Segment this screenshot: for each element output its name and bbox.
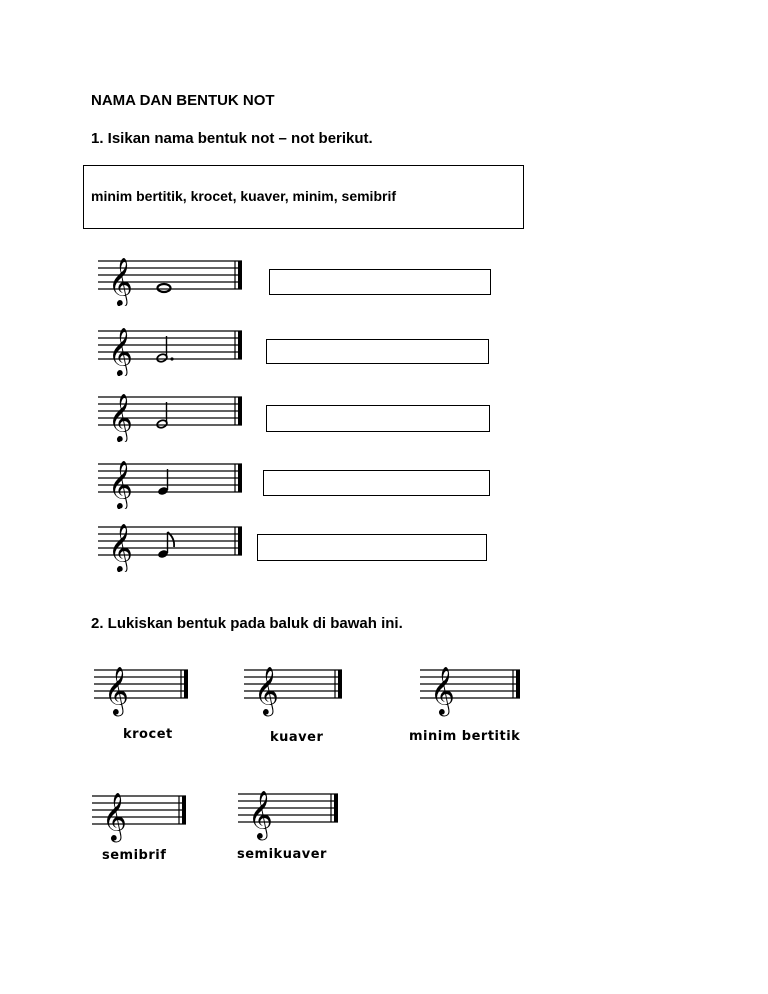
question-2: 2. Lukiskan bentuk pada baluk di bawah ini. <box>91 615 403 632</box>
answer-box-1[interactable] <box>269 269 491 295</box>
treble-clef-icon <box>108 326 133 376</box>
q2-staff-3[interactable] <box>420 656 526 718</box>
svg-text:𝄞: 𝄞 <box>102 791 127 841</box>
treble-clef-icon <box>108 522 133 572</box>
answer-box-2[interactable] <box>266 339 489 364</box>
treble-clef-icon <box>430 665 455 716</box>
q2-staff-2[interactable] <box>244 656 348 718</box>
q2-label-2: kuaver <box>270 730 324 745</box>
q2-label-1: krocet <box>123 727 173 742</box>
svg-text:𝄞: 𝄞 <box>108 326 133 376</box>
q2-staff-1[interactable] <box>94 656 194 718</box>
q2-label-3: minim bertitik <box>409 729 521 744</box>
treble-clef-icon <box>102 791 127 842</box>
worksheet-title: NAMA DAN BENTUK NOT <box>91 92 275 109</box>
q1-staff-crotchet <box>98 451 248 509</box>
q1-staff-quaver <box>98 514 248 572</box>
answer-box-4[interactable] <box>263 470 490 496</box>
svg-text:𝄞: 𝄞 <box>254 665 279 715</box>
q1-staff-semibreve <box>98 248 248 306</box>
treble-clef-icon <box>248 789 273 840</box>
options-box <box>83 165 524 229</box>
answer-box-5[interactable] <box>257 534 487 561</box>
q1-staff-dotted-minim <box>98 318 248 376</box>
svg-text:𝄞: 𝄞 <box>104 665 129 715</box>
question-1: 1. Isikan nama bentuk not – not berikut. <box>91 130 373 147</box>
crotchet-note-icon <box>157 469 169 496</box>
q2-staff-5[interactable] <box>238 780 344 842</box>
svg-text:𝄞: 𝄞 <box>108 392 133 442</box>
options-text: minim bertitik, krocet, kuaver, minim, semibrif <box>91 188 396 204</box>
treble-clef-icon <box>108 256 133 306</box>
treble-clef-icon <box>108 392 133 442</box>
treble-clef-icon <box>108 459 133 509</box>
svg-text:𝄞: 𝄞 <box>108 256 133 306</box>
svg-text:𝄞: 𝄞 <box>108 459 133 509</box>
treble-clef-icon <box>254 665 279 716</box>
q1-staff-minim <box>98 384 248 442</box>
q2-label-4: semibrif <box>102 848 167 863</box>
svg-text:𝄞: 𝄞 <box>108 522 133 572</box>
svg-text:𝄞: 𝄞 <box>248 789 273 839</box>
q2-label-5: semikuaver <box>237 847 327 862</box>
svg-text:𝄞: 𝄞 <box>430 665 455 715</box>
q2-staff-4[interactable] <box>92 782 192 844</box>
answer-box-3[interactable] <box>266 405 490 432</box>
semibreve-note-icon <box>158 284 171 292</box>
treble-clef-icon <box>104 665 129 716</box>
